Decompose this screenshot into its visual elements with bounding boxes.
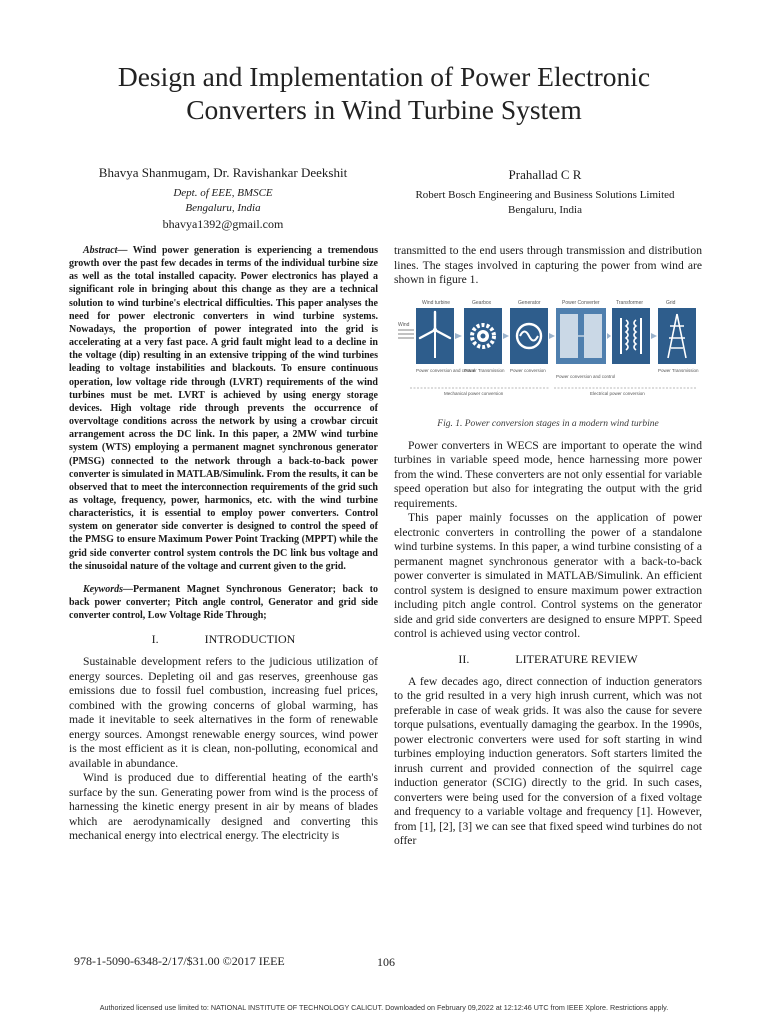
- stage-block-wind-turbine: [416, 308, 454, 364]
- title-line-1: Design and Implementation of Power Electronic: [117, 61, 651, 92]
- abstract: [69, 244, 378, 573]
- power-conversion-diagram: [394, 296, 702, 412]
- keywords-label: Keywords—: [83, 583, 133, 595]
- stage-block-grid: [658, 308, 696, 364]
- bottom-label-2: Power Transmission: [464, 367, 505, 373]
- footer-authorization-notice: Authorized licensed use limited to: NATIONAL INSTITUTE OF TECHNOLOGY CALICUT. Downloaded on February 09,2022 at 12:12:46 UTC from IEEE Xplore. Restrictions apply.: [99, 1003, 669, 1012]
- literature-paragraph-1: A few decades ago, direct connection of induction generators to the grid resulted in a very high inrush current, which was not preferable in case of weak grids. It was also the cause for severe torque pulsations, eventually damaging the gearbox. In the 1990s, power electronic converters were used for soft starting in wind turbines employing induction generators. Soft starters limited the inrush current and provided connection of the squirrel cage induction generator (SCIG) directly to the grid. In such cases, converters were being used for the conversion of a fixed voltage and frequency to a variable voltage and frequency [1]. However, from [1], [2], [3] we can see that fixed speed wind turbines do not offer: [394, 674, 702, 847]
- section-heading-literature-review: [394, 652, 702, 667]
- author-dept: Dept. of EEE, BMSCE: [173, 187, 273, 199]
- stage-block-generator: [510, 308, 548, 364]
- author-org: Robert Bosch Engineering and Business Solutions Limited: [415, 189, 675, 201]
- author-city-right: Bengaluru, India: [508, 204, 582, 216]
- author-block-right: [386, 166, 704, 218]
- paper-title: [60, 60, 708, 126]
- intro-paragraph-2: Wind is produced due to differential heating of the earth's surface by the sun. Generating power from wind is the process of harnessing the kinetic energy present in air by means of blades which are aerodynamically designed and converting this mechanical energy into electrical energy. The electricity is: [69, 771, 378, 843]
- section-title: INTRODUCTION: [204, 632, 296, 647]
- intro-paragraph-continued: transmitted to the end users through transmission and distribution lines. The stages involved in capturing the power from wind are shown in figure 1.: [394, 244, 702, 286]
- section-number: I.: [151, 632, 159, 647]
- author-city-left: Bengaluru, India: [185, 202, 261, 214]
- section-heading-introduction: [69, 632, 378, 647]
- intro-paragraph-1: Sustainable development refers to the judicious utilization of energy sources. Depleting oil and gas reserves, greenhouse gas emissions due to fossil fuel combustion, increasing fuel prices, combined with the growing concerns of global warming, has made it inevitable to seek alternatives in the form of renewable energy sources. Amongst renewable energy sources, wind power is the most efficient as it is clean, non-polluting, economical and available in abundance.: [69, 655, 378, 770]
- author-name-right: Prahallad C R: [508, 167, 582, 182]
- author-email: bhavya1392@gmail.com: [162, 217, 284, 231]
- abstract-label: Abstract—: [83, 245, 128, 256]
- stage-label-grid: Grid: [666, 299, 676, 306]
- author-names-left: Bhavya Shanmugam, Dr. Ravishankar Deekshit: [98, 165, 348, 180]
- stage-block-transformer: [612, 308, 650, 364]
- right-paragraph-2: Power converters in WECS are important to operate the wind turbines in variable speed mode, hence harnessing more power from the wind. These converters are not only essential for variable speed operation but also for integrating the output with the grid requirements.: [394, 438, 702, 510]
- abstract-text: Wind power generation is experiencing a tremendous growth over the past few decades in terms of the individual turbine size as well as the total installed capacity. Power electronics has played a significant role in bringing about this change as they are a technical solution to wind turbine's electrical difficulties. This paper analyses the need for power electronic converters in wind turbine systems. Nowadays, the proportion of power integrated into the grid is accelerating at a very fast pace. A grid fault might lead to a decline in the voltage (dip) resulting in an extensive tripping of the wind turbines leading to voltage instabilities and blackouts. To ensure continuous operation, low voltage ride through (LVRT) requirements of the wind turbines must be met. LVRT is achieved by using energy storage devices. High voltage ride through prevents the occurrence of overvoltage conditions across the network by using a crowbar circuit arrangement across the DC link. In this paper, a 2MW wind turbine system (WTS) employing a permanent magnet synchronous generator (PMSG) connected to the network through a back-to-back power converter is simulated in MATLAB/Simulink. From the results, it can be observed that to meet the interconnection requirements of the grid such as voltage, frequency, power, harmonics, etc. with the wind turbine characteristics, it is essential to employ power converters. Control system on generator side converter is designed to control the speed of the PMSG to ensure Maximum Power Point Tracking (MPPT) while the grid side converter control system controls the DC link bus voltage and the sinusoidal nature of the voltage and current given to the grid.: [69, 245, 378, 572]
- stage-label-power-converter: Power Converter: [562, 299, 600, 306]
- figure-1: [394, 296, 702, 429]
- right-paragraph-3: This paper mainly focusses on the application of power electronic converters in controlling the power of a standalone wind turbine systems. In this paper, a wind turbine consisting of a permanent magnet synchronous generator with a back-to-back power converter is simulated in MATLAB/Simulink. An efficient control system is designed to ensure maximum power extraction including pitch angle control. Control systems on the generator side and grid side converters are designed to ensure MPPT. Speed control is achieved using vector control.: [394, 511, 702, 640]
- stage-label-generator: Generator: [518, 299, 541, 306]
- author-block-left: [70, 164, 376, 232]
- wind-arrows: [398, 330, 414, 338]
- wind-label: Wind: [398, 321, 410, 328]
- bottom-label-1: Power conversion and control: [416, 367, 476, 373]
- figure-caption: Fig. 1. Power conversion stages in a modern wind turbine: [437, 418, 659, 429]
- bottom-label-5: Power Transmission: [658, 367, 699, 373]
- stage-block-gearbox: [464, 308, 502, 364]
- bottom-label-3: Power conversion: [510, 367, 546, 373]
- section-title: LITERATURE REVIEW: [515, 651, 638, 666]
- stage-label-wind-turbine: Wind turbine: [422, 299, 451, 306]
- title-line-2: Converters in Wind Turbine System: [186, 94, 582, 125]
- keywords: [69, 583, 378, 622]
- stage-block-power-converter: [556, 308, 606, 364]
- right-column: [394, 244, 702, 849]
- keywords-text: Permanent Magnet Synchronous Generator; back to back power converter; Pitch angle control, Generator and grid side converter control, Low Voltage Ride Through;: [69, 583, 378, 622]
- footer-isbn: 978-1-5090-6348-2/17/$31.00 ©2017 IEEE: [74, 954, 285, 968]
- page-number: 106: [377, 955, 395, 969]
- bottom-label-4: Power conversion and control: [556, 373, 616, 379]
- section-number: II.: [458, 651, 470, 666]
- electrical-conversion-label: Electrical power conversion: [590, 390, 645, 396]
- mechanical-conversion-label: Mechanical power conversion: [444, 390, 504, 396]
- left-column: [69, 244, 378, 844]
- stage-label-transformer: Transformer: [616, 299, 644, 306]
- stage-label-gearbox: Gearbox: [472, 299, 492, 306]
